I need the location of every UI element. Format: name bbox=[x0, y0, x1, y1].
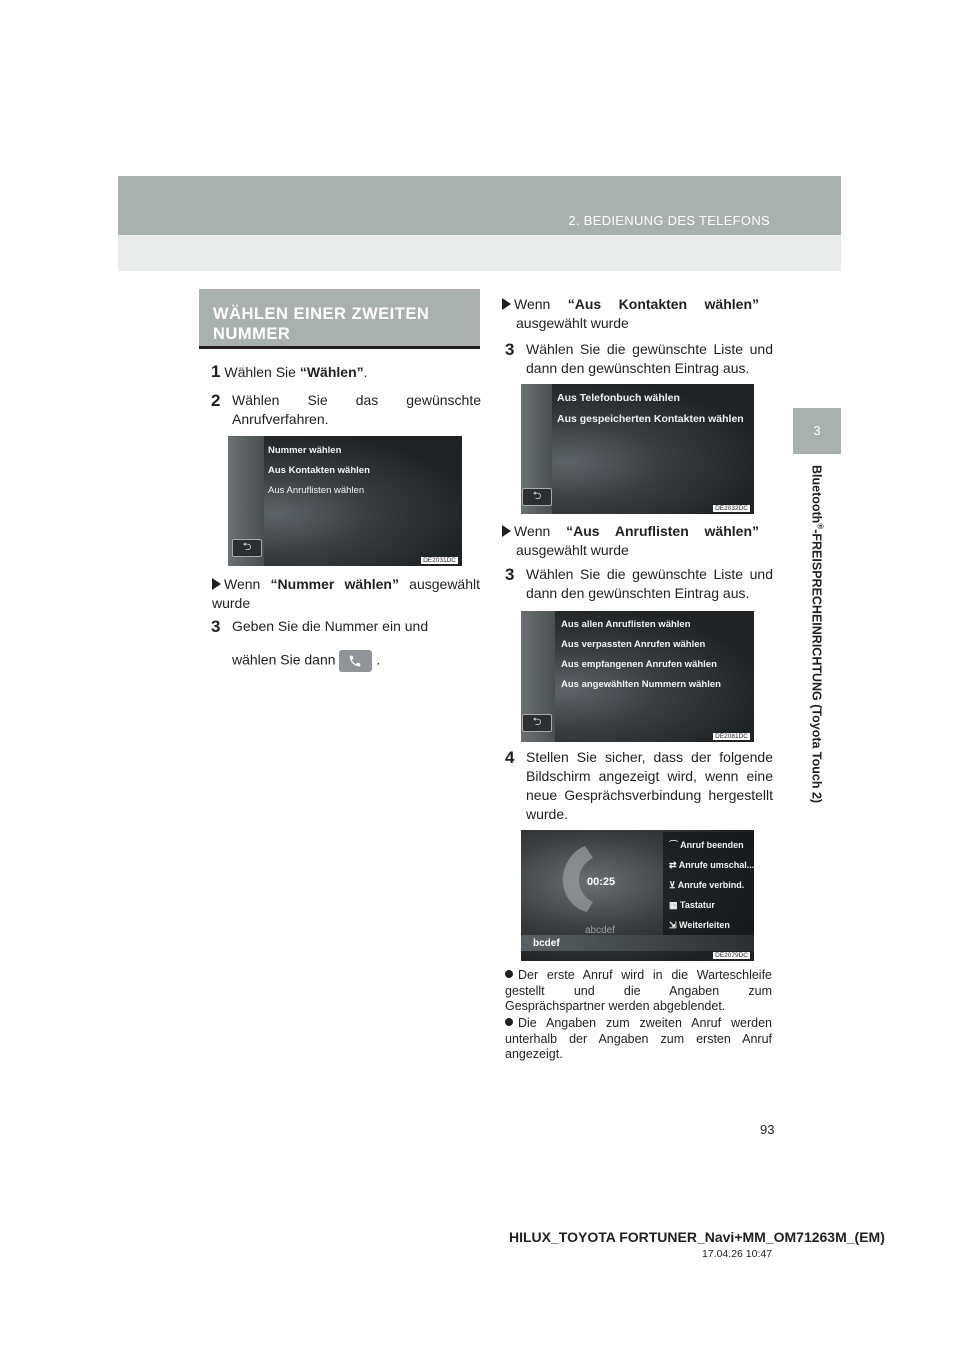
screen-contacts bbox=[521, 384, 754, 514]
menu-item: Aus gespeicherten Kontakten wählen bbox=[557, 413, 744, 425]
screen-active-call bbox=[521, 830, 754, 961]
merge-call-item: ⊻ Anrufe verbind. bbox=[669, 880, 745, 890]
back-icon: ⮌ bbox=[232, 539, 262, 557]
back-icon: ⮌ bbox=[522, 714, 552, 732]
transfer-item: ⇲ Weiterleiten bbox=[669, 920, 730, 930]
header-subband bbox=[118, 235, 841, 271]
page-number: 93 bbox=[760, 1122, 775, 1137]
side-chapter-title: Bluetooth®-FREISPRECHEINRICHTUNG (Toyota Touch 2) bbox=[809, 465, 825, 804]
caller-name-2: bcdef bbox=[533, 938, 560, 949]
image-code: DE2032DC bbox=[715, 505, 748, 512]
chapter-tab: 3 bbox=[793, 408, 841, 454]
screen-dial-method bbox=[228, 436, 462, 566]
menu-item: Nummer wählen bbox=[268, 445, 342, 456]
call-timer: 00:25 bbox=[587, 876, 616, 888]
phone-icon bbox=[339, 650, 372, 672]
caller-name-1: abcdef bbox=[585, 925, 616, 936]
menu-item: Aus Anruflisten wählen bbox=[268, 485, 365, 496]
arrow-icon bbox=[502, 525, 511, 537]
case-contacts: Wenn “Aus Kontakten wählen” ausgewählt wurde bbox=[502, 295, 772, 333]
step-1: 1 Wählen Sie “Wählen”. bbox=[211, 362, 368, 381]
swap-call-item: ⇄ Anrufe umschal... bbox=[669, 860, 754, 870]
step-3-contacts: 3 Wählen Sie die gewünschte Liste und dann den gewünschten Eintrag aus. bbox=[505, 340, 773, 376]
menu-item: Aus angewählten Nummern wählen bbox=[561, 679, 721, 690]
step-2: 2 Wählen Sie das gewünschte Anrufverfahren. bbox=[211, 391, 481, 427]
step-4: 4 Stellen Sie sicher, dass der folgende Bildschirm angezeigt wird, wenn eine neue Gesprächsverbindung hergestellt wurde. bbox=[505, 748, 773, 822]
keypad-item: ▦ Tastatur bbox=[669, 900, 715, 910]
menu-item: Aus verpassten Anrufen wählen bbox=[561, 639, 706, 650]
step-3-call-lists: 3 Wählen Sie die gewünschte Liste und dann den gewünschten Eintrag aus. bbox=[505, 565, 773, 601]
note-2: Die Angaben zum zweiten Anruf werden unterhalb der Angaben zum ersten Anruf angezeigt. bbox=[505, 1016, 772, 1061]
section-heading: WÄHLEN EINER ZWEITEN NUMMER bbox=[199, 289, 480, 349]
menu-item: Aus empfangenen Anrufen wählen bbox=[561, 659, 717, 670]
menu-item: Aus Telefonbuch wählen bbox=[557, 392, 680, 404]
chapter-title: 2. BEDIENUNG DES TELEFONS bbox=[568, 213, 770, 228]
back-icon: ⮌ bbox=[522, 488, 552, 506]
menu-item: Aus allen Anruflisten wählen bbox=[561, 619, 691, 630]
bullet-icon bbox=[505, 1018, 513, 1026]
image-code: DE2079DC bbox=[715, 952, 748, 959]
case-call-lists: Wenn “Aus Anruflisten wählen” ausgewählt wurde bbox=[502, 522, 772, 560]
screen-call-lists bbox=[521, 611, 754, 742]
bullet-icon bbox=[505, 970, 513, 978]
arrow-icon bbox=[212, 578, 221, 590]
menu-item: Aus Kontakten wählen bbox=[268, 465, 370, 476]
note-1: Der erste Anruf wird in die Warteschleife gestellt und die Angaben zum Gesprächspartner werden abgeblendet. bbox=[505, 968, 772, 1013]
step-3-number: 3 Geben Sie die Nummer ein und wählen Sie dann . bbox=[211, 617, 481, 672]
document-code: HILUX_TOYOTA FORTUNER_Navi+MM_OM71263M_(EM) bbox=[509, 1229, 885, 1245]
print-date: 17.04.26 10:47 bbox=[702, 1248, 773, 1260]
case-number: Wenn “Nummer wählen” ausgewählt wurde bbox=[212, 576, 481, 611]
arrow-icon bbox=[502, 298, 511, 310]
image-code: DE2031DC bbox=[423, 557, 456, 564]
image-code: DE2081DC bbox=[715, 733, 748, 740]
end-call-item: ⌒ Anruf beenden bbox=[669, 840, 744, 850]
